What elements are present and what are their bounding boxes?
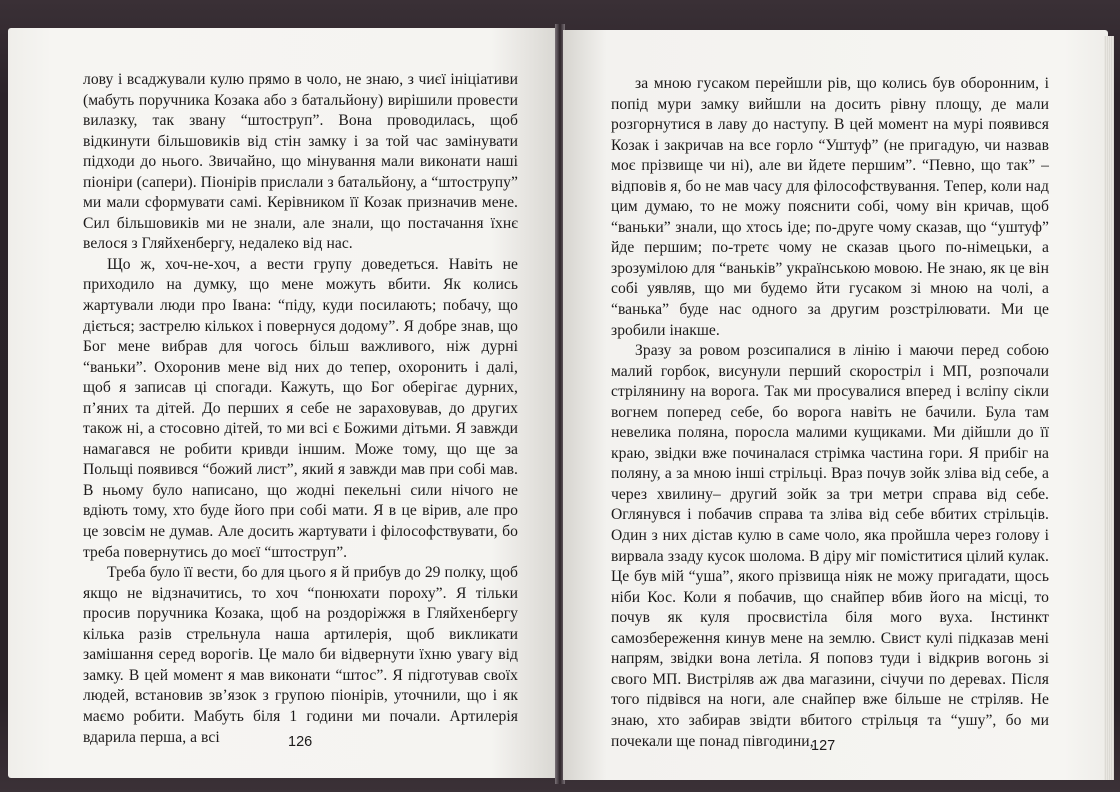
left-page-number: 126 bbox=[288, 734, 313, 750]
left-page bbox=[8, 28, 557, 778]
left-paragraph-3: Треба було її вести, бо для цього я й прибув до 29 полку, щоб якщо не відзначитись, то хоч “понюхати пороху”. Я тільки просив поручника Козака, щоб на роздоріжжя в Гляйхенбергу кілька разів стрельнула наша артилерія, щоб викликати замішання серед ворогів. Це мало би відвернути їхню увагу від замку. В цей момент я мав виконати “штос”. Я підготував своїх людей, встановив зв’язок з групою піонірів, уточнили, що і як маємо робити. Мабуть біля 1 години ми почали. Артилерія вдарила перша, а всі bbox=[83, 564, 518, 746]
right-page-number: 127 bbox=[811, 738, 836, 754]
left-paragraph-1: лову і всаджували кулю прямо в чоло, не знаю, з чиєї ініціативи (мабуть поручника Козака або з батальйону) вирішили провести вилазку, так звану “штоструп”. Вона проводилась, щоб відкинути більшовиків від стін замку і за той час замінувати підходи до нього. Звичайно, що мінування мали виконати наші піоніри (сапери). Піонірів прислали з батальйону, а “штострупу” ми мали сформувати самі. Керівником її Козак призначив мене. Сил більшовиків ми не знали, але знали, що постачання їхнє велося з Гляйхенбергу, недалеко від нас. bbox=[83, 71, 518, 253]
right-page bbox=[563, 30, 1108, 780]
right-paragraph-2: Зразу за ровом розсипалися в лінію і маючи перед собою малий горбок, висунули перший скоростріл і МП, розпочали стрілянину на ворога. Так ми просувалися вперед і вслiпу сікли вогнем поперед себе, бо ворога навіть не бачили. Була там невелика поляна, поросла малими кущиками. Ми дійшли до її краю, звідки вже починалася стрімка частина гори. Я прибіг на поляну, а за мною інші стрільці. Враз почув зойк зліва від себе, а через хвилину– другий зойк за три метри справа від себе. Оглянувся і побачив справа та зліва від себе вбитих стрільців. Один з них дістав кулю в саме чоло, яка пройшла через голову і вирвала ззаду кусок шолома. В діру міг поміститися цілий кулак. Це був мій “уша”, якого прізвища ніяк не можу пригадати, щось ніби Кос. Коли я побачив, що снайпер вбив його на місці, то почув як куля просвистіла біля мого вуха. Інстинкт самозбереження кинув мене на землю. Свист кулі підказав мені напрям, звідки вона летіла. Я поповз туди і відкрив вогонь зі свого МП. Вистріляв аж два магазини, січучи по деревах. Після того підвівся на ноги, але снайпер вже більше не стріляв. Не знаю, хто забирав звідти вбитого стрільця та “ушу”, бо ми почекали ще понад півгодини, bbox=[611, 342, 1049, 750]
page-edges bbox=[1104, 36, 1114, 780]
left-page-text bbox=[83, 70, 518, 748]
right-page-text bbox=[611, 74, 1049, 752]
left-paragraph-2: Що ж, хоч-не-хоч, а вести групу доведеться. Навіть не приходило на думку, що мене можуть вбити. Як колись жартували люди про Івана: “піду, куди посилають; побачу, що діється; застрелю кількох і повернуся додому”. Я добре знав, що Бог мене вибрав для чогось більш важливого, ніж дурні “ваньки”. Охоронив мене від них до тепер, охоронить і далі, щоб я записав ці спогади. Кажуть, що Бог оберігає дурних, п’яних та дітей. До перших я себе не зараховував, до других також ні, а стосовно дітей, то ми всі є Божими дітьми. Я завжди намагався не робити кривди іншим. Може тому, що ще за Польщі появився “божий лист”, який я завжди мав при собі мав. В ньому було написано, що жодні пекельні сили нічого не вдіють тому, хто буде його при собі мати. Я в це вірив, але про це зовсім не думав. Але досить жартувати і філософствувати, бо треба повернутись до моєї “штоструп”. bbox=[83, 255, 518, 561]
right-paragraph-1: за мною гусаком перейшли рів, що колись був оборонним, і попід мури замку вийшли на досить рівну площу, де мали розгорнутися в лаву до наступу. В цей момент на мурі появився Козак і закричав на все горло “Уштуф” (не пригадую, чи назвав моє прізвище чи ні), але ви йдете першим”. “Певно, що так” – відповів я, бо не мав часу для філософствування. Тепер, коли над цим думаю, то не можу пояснити собі, чому він кричав, щоб “ваньки” знали, що хтось іде; по-друге чому сказав, що “уштуф” йде першим; по-третє чому не сказав цього по-німецьки, а зрозумілою для “ваньків” українською мовою. Не знаю, як це він собі уявляв, що ми будемо йти гусаком зі мною на чолі, а “ванька” буде нас одного за другим розстрілювати. Ми це зробили інакше. bbox=[611, 75, 1049, 339]
